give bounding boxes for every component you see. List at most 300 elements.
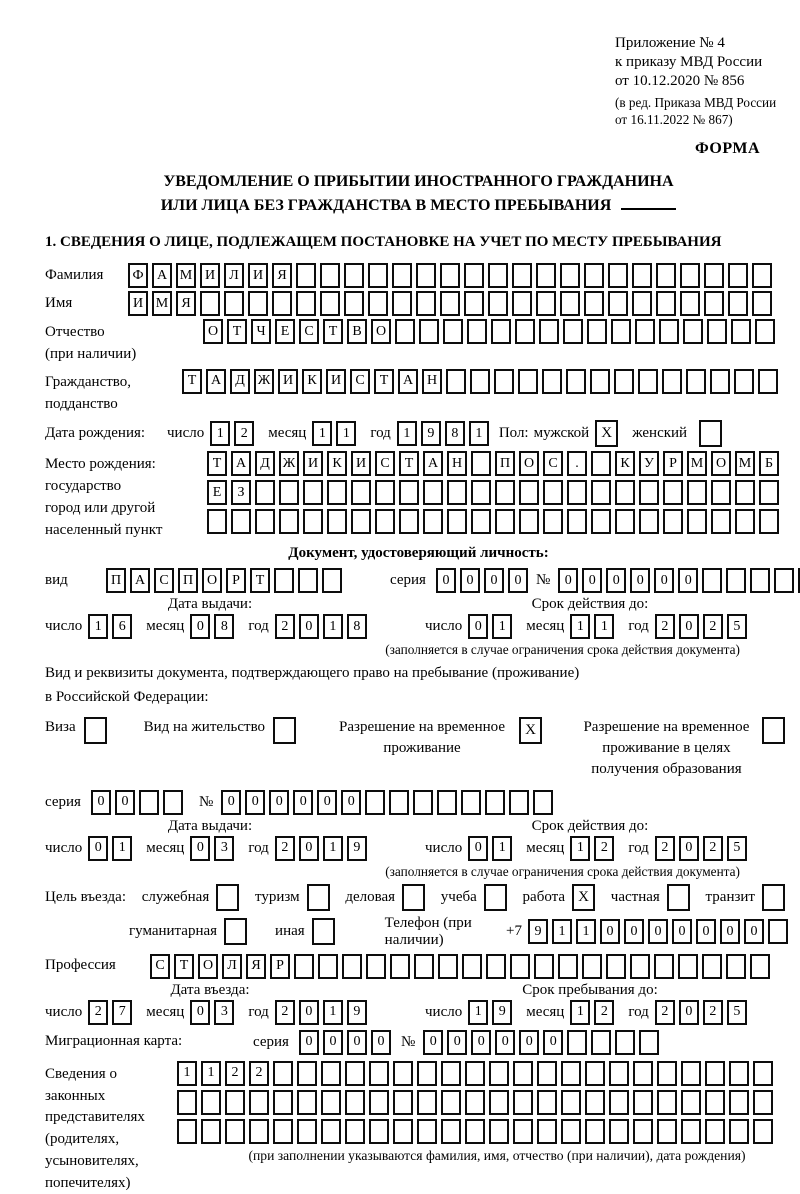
char-cell[interactable]: [255, 509, 275, 534]
char-cell[interactable]: Т: [399, 451, 419, 476]
char-cell[interactable]: [488, 263, 508, 288]
char-cell[interactable]: [297, 1119, 317, 1144]
char-cell[interactable]: [416, 291, 436, 316]
char-cell[interactable]: 0: [484, 568, 504, 593]
char-cell[interactable]: [705, 1061, 725, 1086]
char-cell[interactable]: [678, 954, 698, 979]
char-cell[interactable]: Ж: [254, 369, 274, 394]
char-cell[interactable]: [728, 263, 748, 288]
char-cell[interactable]: 2: [275, 1000, 295, 1025]
char-cell[interactable]: Е: [207, 480, 227, 505]
char-cell[interactable]: Л: [224, 263, 244, 288]
char-cell[interactable]: 0: [371, 1030, 391, 1055]
char-cell[interactable]: [321, 1090, 341, 1115]
char-cell[interactable]: [591, 1030, 611, 1055]
char-cell[interactable]: [585, 1119, 605, 1144]
residence-permit-checkbox[interactable]: [273, 717, 296, 744]
char-cell[interactable]: [659, 319, 679, 344]
char-cell[interactable]: [729, 1119, 749, 1144]
char-cell[interactable]: [711, 509, 731, 534]
char-cell[interactable]: 0: [468, 614, 488, 639]
char-cell[interactable]: [485, 790, 505, 815]
char-cell[interactable]: [560, 263, 580, 288]
char-cell[interactable]: [639, 509, 659, 534]
char-cell[interactable]: [321, 1119, 341, 1144]
char-cell[interactable]: [513, 1119, 533, 1144]
char-cell[interactable]: [635, 319, 655, 344]
char-cell[interactable]: [225, 1119, 245, 1144]
char-cell[interactable]: 9: [347, 836, 367, 861]
char-cell[interactable]: 0: [543, 1030, 563, 1055]
char-cell[interactable]: [249, 1090, 269, 1115]
char-cell[interactable]: 0: [299, 1000, 319, 1025]
char-cell[interactable]: 2: [225, 1061, 245, 1086]
char-cell[interactable]: З: [231, 480, 251, 505]
char-cell[interactable]: 1: [570, 1000, 590, 1025]
char-cell[interactable]: 2: [655, 1000, 675, 1025]
char-cell[interactable]: [735, 509, 755, 534]
char-cell[interactable]: [446, 369, 466, 394]
char-cell[interactable]: [471, 451, 491, 476]
char-cell[interactable]: [563, 319, 583, 344]
char-cell[interactable]: 7: [112, 1000, 132, 1025]
humanitarian-checkbox[interactable]: [224, 918, 247, 945]
char-cell[interactable]: [702, 954, 722, 979]
char-cell[interactable]: [681, 1061, 701, 1086]
char-cell[interactable]: [542, 369, 562, 394]
char-cell[interactable]: [413, 790, 433, 815]
char-cell[interactable]: 1: [552, 919, 572, 944]
char-cell[interactable]: [393, 1119, 413, 1144]
char-cell[interactable]: [272, 291, 292, 316]
char-cell[interactable]: 0: [190, 1000, 210, 1025]
char-cell[interactable]: Р: [663, 451, 683, 476]
char-cell[interactable]: [440, 291, 460, 316]
char-cell[interactable]: [489, 1090, 509, 1115]
char-cell[interactable]: 0: [679, 614, 699, 639]
char-cell[interactable]: [768, 919, 788, 944]
char-cell[interactable]: [509, 790, 529, 815]
char-cell[interactable]: [585, 1061, 605, 1086]
char-cell[interactable]: 1: [468, 1000, 488, 1025]
char-cell[interactable]: [470, 369, 490, 394]
char-cell[interactable]: П: [178, 568, 198, 593]
char-cell[interactable]: Т: [182, 369, 202, 394]
char-cell[interactable]: [543, 480, 563, 505]
char-cell[interactable]: 1: [323, 836, 343, 861]
char-cell[interactable]: [303, 509, 323, 534]
char-cell[interactable]: С: [350, 369, 370, 394]
char-cell[interactable]: А: [130, 568, 150, 593]
char-cell[interactable]: [438, 954, 458, 979]
char-cell[interactable]: В: [347, 319, 367, 344]
char-cell[interactable]: Р: [270, 954, 290, 979]
char-cell[interactable]: [327, 480, 347, 505]
char-cell[interactable]: 0: [436, 568, 456, 593]
char-cell[interactable]: [447, 509, 467, 534]
char-cell[interactable]: [393, 1061, 413, 1086]
char-cell[interactable]: И: [326, 369, 346, 394]
char-cell[interactable]: 0: [299, 836, 319, 861]
char-cell[interactable]: 0: [654, 568, 674, 593]
char-cell[interactable]: Т: [374, 369, 394, 394]
char-cell[interactable]: 0: [471, 1030, 491, 1055]
char-cell[interactable]: А: [206, 369, 226, 394]
transit-checkbox[interactable]: [762, 884, 785, 911]
char-cell[interactable]: [755, 319, 775, 344]
char-cell[interactable]: 0: [582, 568, 602, 593]
char-cell[interactable]: [201, 1090, 221, 1115]
char-cell[interactable]: [177, 1090, 197, 1115]
char-cell[interactable]: 2: [234, 421, 254, 446]
char-cell[interactable]: [656, 263, 676, 288]
char-cell[interactable]: [224, 291, 244, 316]
char-cell[interactable]: Н: [447, 451, 467, 476]
char-cell[interactable]: О: [711, 451, 731, 476]
char-cell[interactable]: [759, 480, 779, 505]
char-cell[interactable]: 0: [341, 790, 361, 815]
char-cell[interactable]: [774, 568, 794, 593]
char-cell[interactable]: У: [639, 451, 659, 476]
char-cell[interactable]: [392, 291, 412, 316]
char-cell[interactable]: [390, 954, 410, 979]
char-cell[interactable]: [441, 1119, 461, 1144]
char-cell[interactable]: 5: [727, 1000, 747, 1025]
char-cell[interactable]: [561, 1061, 581, 1086]
char-cell[interactable]: [711, 480, 731, 505]
char-cell[interactable]: [471, 480, 491, 505]
char-cell[interactable]: [465, 1061, 485, 1086]
char-cell[interactable]: 1: [570, 614, 590, 639]
char-cell[interactable]: [510, 954, 530, 979]
char-cell[interactable]: [687, 509, 707, 534]
char-cell[interactable]: [539, 319, 559, 344]
char-cell[interactable]: [536, 291, 556, 316]
char-cell[interactable]: К: [302, 369, 322, 394]
char-cell[interactable]: 0: [672, 919, 692, 944]
char-cell[interactable]: [608, 291, 628, 316]
char-cell[interactable]: Н: [422, 369, 442, 394]
temp-residence-checkbox[interactable]: X: [519, 717, 542, 744]
char-cell[interactable]: [399, 480, 419, 505]
char-cell[interactable]: Д: [230, 369, 250, 394]
char-cell[interactable]: 0: [606, 568, 626, 593]
char-cell[interactable]: [321, 1061, 341, 1086]
char-cell[interactable]: 2: [594, 836, 614, 861]
char-cell[interactable]: [590, 369, 610, 394]
char-cell[interactable]: Я: [176, 291, 196, 316]
char-cell[interactable]: Д: [255, 451, 275, 476]
char-cell[interactable]: [447, 480, 467, 505]
char-cell[interactable]: [705, 1119, 725, 1144]
char-cell[interactable]: [423, 509, 443, 534]
char-cell[interactable]: [414, 954, 434, 979]
char-cell[interactable]: [512, 263, 532, 288]
char-cell[interactable]: М: [152, 291, 172, 316]
char-cell[interactable]: [513, 1090, 533, 1115]
char-cell[interactable]: [591, 451, 611, 476]
char-cell[interactable]: 0: [630, 568, 650, 593]
char-cell[interactable]: [318, 954, 338, 979]
char-cell[interactable]: 2: [594, 1000, 614, 1025]
char-cell[interactable]: 0: [519, 1030, 539, 1055]
char-cell[interactable]: [728, 291, 748, 316]
char-cell[interactable]: 1: [210, 421, 230, 446]
char-cell[interactable]: [633, 1090, 653, 1115]
char-cell[interactable]: 0: [323, 1030, 343, 1055]
char-cell[interactable]: [344, 263, 364, 288]
char-cell[interactable]: [461, 790, 481, 815]
char-cell[interactable]: [389, 790, 409, 815]
char-cell[interactable]: [704, 291, 724, 316]
char-cell[interactable]: [279, 480, 299, 505]
char-cell[interactable]: [369, 1061, 389, 1086]
char-cell[interactable]: 3: [214, 836, 234, 861]
char-cell[interactable]: [368, 291, 388, 316]
char-cell[interactable]: А: [398, 369, 418, 394]
char-cell[interactable]: 1: [336, 421, 356, 446]
char-cell[interactable]: И: [128, 291, 148, 316]
char-cell[interactable]: 9: [492, 1000, 512, 1025]
char-cell[interactable]: [657, 1119, 677, 1144]
char-cell[interactable]: [705, 1090, 725, 1115]
char-cell[interactable]: 1: [177, 1061, 197, 1086]
char-cell[interactable]: [609, 1119, 629, 1144]
char-cell[interactable]: [279, 509, 299, 534]
char-cell[interactable]: И: [303, 451, 323, 476]
char-cell[interactable]: 0: [679, 1000, 699, 1025]
char-cell[interactable]: [274, 568, 294, 593]
char-cell[interactable]: [419, 319, 439, 344]
char-cell[interactable]: [654, 954, 674, 979]
char-cell[interactable]: 9: [421, 421, 441, 446]
char-cell[interactable]: [729, 1061, 749, 1086]
char-cell[interactable]: [416, 263, 436, 288]
char-cell[interactable]: 0: [508, 568, 528, 593]
char-cell[interactable]: М: [687, 451, 707, 476]
char-cell[interactable]: [657, 1090, 677, 1115]
temp-residence-edu-checkbox[interactable]: [762, 717, 785, 744]
char-cell[interactable]: 2: [703, 614, 723, 639]
char-cell[interactable]: [303, 480, 323, 505]
char-cell[interactable]: [753, 1061, 773, 1086]
char-cell[interactable]: А: [231, 451, 251, 476]
char-cell[interactable]: [465, 1090, 485, 1115]
char-cell[interactable]: 0: [600, 919, 620, 944]
char-cell[interactable]: [584, 291, 604, 316]
char-cell[interactable]: О: [519, 451, 539, 476]
char-cell[interactable]: 3: [214, 1000, 234, 1025]
char-cell[interactable]: [615, 1030, 635, 1055]
char-cell[interactable]: [320, 291, 340, 316]
char-cell[interactable]: Т: [227, 319, 247, 344]
char-cell[interactable]: 0: [245, 790, 265, 815]
char-cell[interactable]: Ф: [128, 263, 148, 288]
char-cell[interactable]: [417, 1061, 437, 1086]
char-cell[interactable]: [759, 509, 779, 534]
char-cell[interactable]: 0: [317, 790, 337, 815]
char-cell[interactable]: 0: [696, 919, 716, 944]
char-cell[interactable]: [298, 568, 318, 593]
char-cell[interactable]: [726, 954, 746, 979]
char-cell[interactable]: [561, 1090, 581, 1115]
char-cell[interactable]: [294, 954, 314, 979]
char-cell[interactable]: Б: [759, 451, 779, 476]
char-cell[interactable]: [297, 1090, 317, 1115]
char-cell[interactable]: [686, 369, 706, 394]
char-cell[interactable]: [537, 1061, 557, 1086]
char-cell[interactable]: [680, 291, 700, 316]
char-cell[interactable]: [729, 1090, 749, 1115]
char-cell[interactable]: Я: [246, 954, 266, 979]
char-cell[interactable]: [441, 1061, 461, 1086]
char-cell[interactable]: [753, 1119, 773, 1144]
char-cell[interactable]: [345, 1090, 365, 1115]
char-cell[interactable]: 0: [269, 790, 289, 815]
char-cell[interactable]: 1: [576, 919, 596, 944]
char-cell[interactable]: 2: [655, 836, 675, 861]
char-cell[interactable]: [567, 480, 587, 505]
char-cell[interactable]: [345, 1119, 365, 1144]
char-cell[interactable]: И: [351, 451, 371, 476]
char-cell[interactable]: 9: [347, 1000, 367, 1025]
char-cell[interactable]: [273, 1061, 293, 1086]
char-cell[interactable]: [702, 568, 722, 593]
char-cell[interactable]: [633, 1119, 653, 1144]
char-cell[interactable]: [536, 263, 556, 288]
char-cell[interactable]: 0: [495, 1030, 515, 1055]
char-cell[interactable]: [585, 1090, 605, 1115]
char-cell[interactable]: 1: [469, 421, 489, 446]
char-cell[interactable]: [495, 509, 515, 534]
char-cell[interactable]: 0: [720, 919, 740, 944]
char-cell[interactable]: О: [202, 568, 222, 593]
char-cell[interactable]: [375, 480, 395, 505]
char-cell[interactable]: [443, 319, 463, 344]
char-cell[interactable]: [139, 790, 159, 815]
char-cell[interactable]: [273, 1119, 293, 1144]
char-cell[interactable]: [566, 369, 586, 394]
char-cell[interactable]: [437, 790, 457, 815]
char-cell[interactable]: [342, 954, 362, 979]
char-cell[interactable]: 5: [727, 836, 747, 861]
char-cell[interactable]: [632, 263, 652, 288]
char-cell[interactable]: 1: [397, 421, 417, 446]
char-cell[interactable]: [322, 568, 342, 593]
char-cell[interactable]: [225, 1090, 245, 1115]
char-cell[interactable]: [752, 263, 772, 288]
tourism-checkbox[interactable]: [307, 884, 330, 911]
char-cell[interactable]: И: [248, 263, 268, 288]
char-cell[interactable]: 1: [594, 614, 614, 639]
char-cell[interactable]: [735, 480, 755, 505]
char-cell[interactable]: [734, 369, 754, 394]
char-cell[interactable]: [687, 480, 707, 505]
char-cell[interactable]: 0: [423, 1030, 443, 1055]
char-cell[interactable]: Е: [275, 319, 295, 344]
char-cell[interactable]: [681, 1119, 701, 1144]
char-cell[interactable]: [515, 319, 535, 344]
char-cell[interactable]: [200, 291, 220, 316]
char-cell[interactable]: 0: [460, 568, 480, 593]
char-cell[interactable]: [518, 369, 538, 394]
char-cell[interactable]: [375, 509, 395, 534]
char-cell[interactable]: [296, 263, 316, 288]
char-cell[interactable]: С: [299, 319, 319, 344]
char-cell[interactable]: 5: [727, 614, 747, 639]
char-cell[interactable]: [656, 291, 676, 316]
char-cell[interactable]: 0: [624, 919, 644, 944]
char-cell[interactable]: [561, 1119, 581, 1144]
char-cell[interactable]: С: [375, 451, 395, 476]
char-cell[interactable]: [345, 1061, 365, 1086]
char-cell[interactable]: [351, 480, 371, 505]
char-cell[interactable]: [558, 954, 578, 979]
char-cell[interactable]: [582, 954, 602, 979]
char-cell[interactable]: [707, 319, 727, 344]
char-cell[interactable]: [399, 509, 419, 534]
char-cell[interactable]: [704, 263, 724, 288]
char-cell[interactable]: Я: [272, 263, 292, 288]
male-checkbox[interactable]: X: [595, 420, 618, 447]
char-cell[interactable]: [369, 1119, 389, 1144]
char-cell[interactable]: 2: [655, 614, 675, 639]
char-cell[interactable]: [417, 1119, 437, 1144]
char-cell[interactable]: 0: [468, 836, 488, 861]
char-cell[interactable]: [519, 480, 539, 505]
char-cell[interactable]: [615, 480, 635, 505]
char-cell[interactable]: 1: [492, 836, 512, 861]
char-cell[interactable]: [249, 1119, 269, 1144]
char-cell[interactable]: [750, 954, 770, 979]
char-cell[interactable]: [611, 319, 631, 344]
char-cell[interactable]: 2: [249, 1061, 269, 1086]
char-cell[interactable]: Т: [250, 568, 270, 593]
char-cell[interactable]: Ж: [279, 451, 299, 476]
char-cell[interactable]: 2: [275, 836, 295, 861]
char-cell[interactable]: [608, 263, 628, 288]
char-cell[interactable]: [486, 954, 506, 979]
char-cell[interactable]: [615, 509, 635, 534]
char-cell[interactable]: А: [152, 263, 172, 288]
char-cell[interactable]: 0: [347, 1030, 367, 1055]
char-cell[interactable]: [567, 1030, 587, 1055]
char-cell[interactable]: 2: [275, 614, 295, 639]
char-cell[interactable]: [519, 509, 539, 534]
char-cell[interactable]: [297, 1061, 317, 1086]
char-cell[interactable]: Т: [207, 451, 227, 476]
char-cell[interactable]: [491, 319, 511, 344]
char-cell[interactable]: 0: [190, 836, 210, 861]
char-cell[interactable]: [369, 1090, 389, 1115]
char-cell[interactable]: 0: [447, 1030, 467, 1055]
char-cell[interactable]: [248, 291, 268, 316]
char-cell[interactable]: Р: [226, 568, 246, 593]
char-cell[interactable]: [638, 369, 658, 394]
char-cell[interactable]: К: [615, 451, 635, 476]
char-cell[interactable]: [512, 291, 532, 316]
char-cell[interactable]: [471, 509, 491, 534]
char-cell[interactable]: [533, 790, 553, 815]
char-cell[interactable]: Ч: [251, 319, 271, 344]
char-cell[interactable]: [752, 291, 772, 316]
char-cell[interactable]: С: [154, 568, 174, 593]
char-cell[interactable]: 0: [299, 1030, 319, 1055]
char-cell[interactable]: [163, 790, 183, 815]
char-cell[interactable]: [591, 480, 611, 505]
char-cell[interactable]: [327, 509, 347, 534]
char-cell[interactable]: М: [735, 451, 755, 476]
